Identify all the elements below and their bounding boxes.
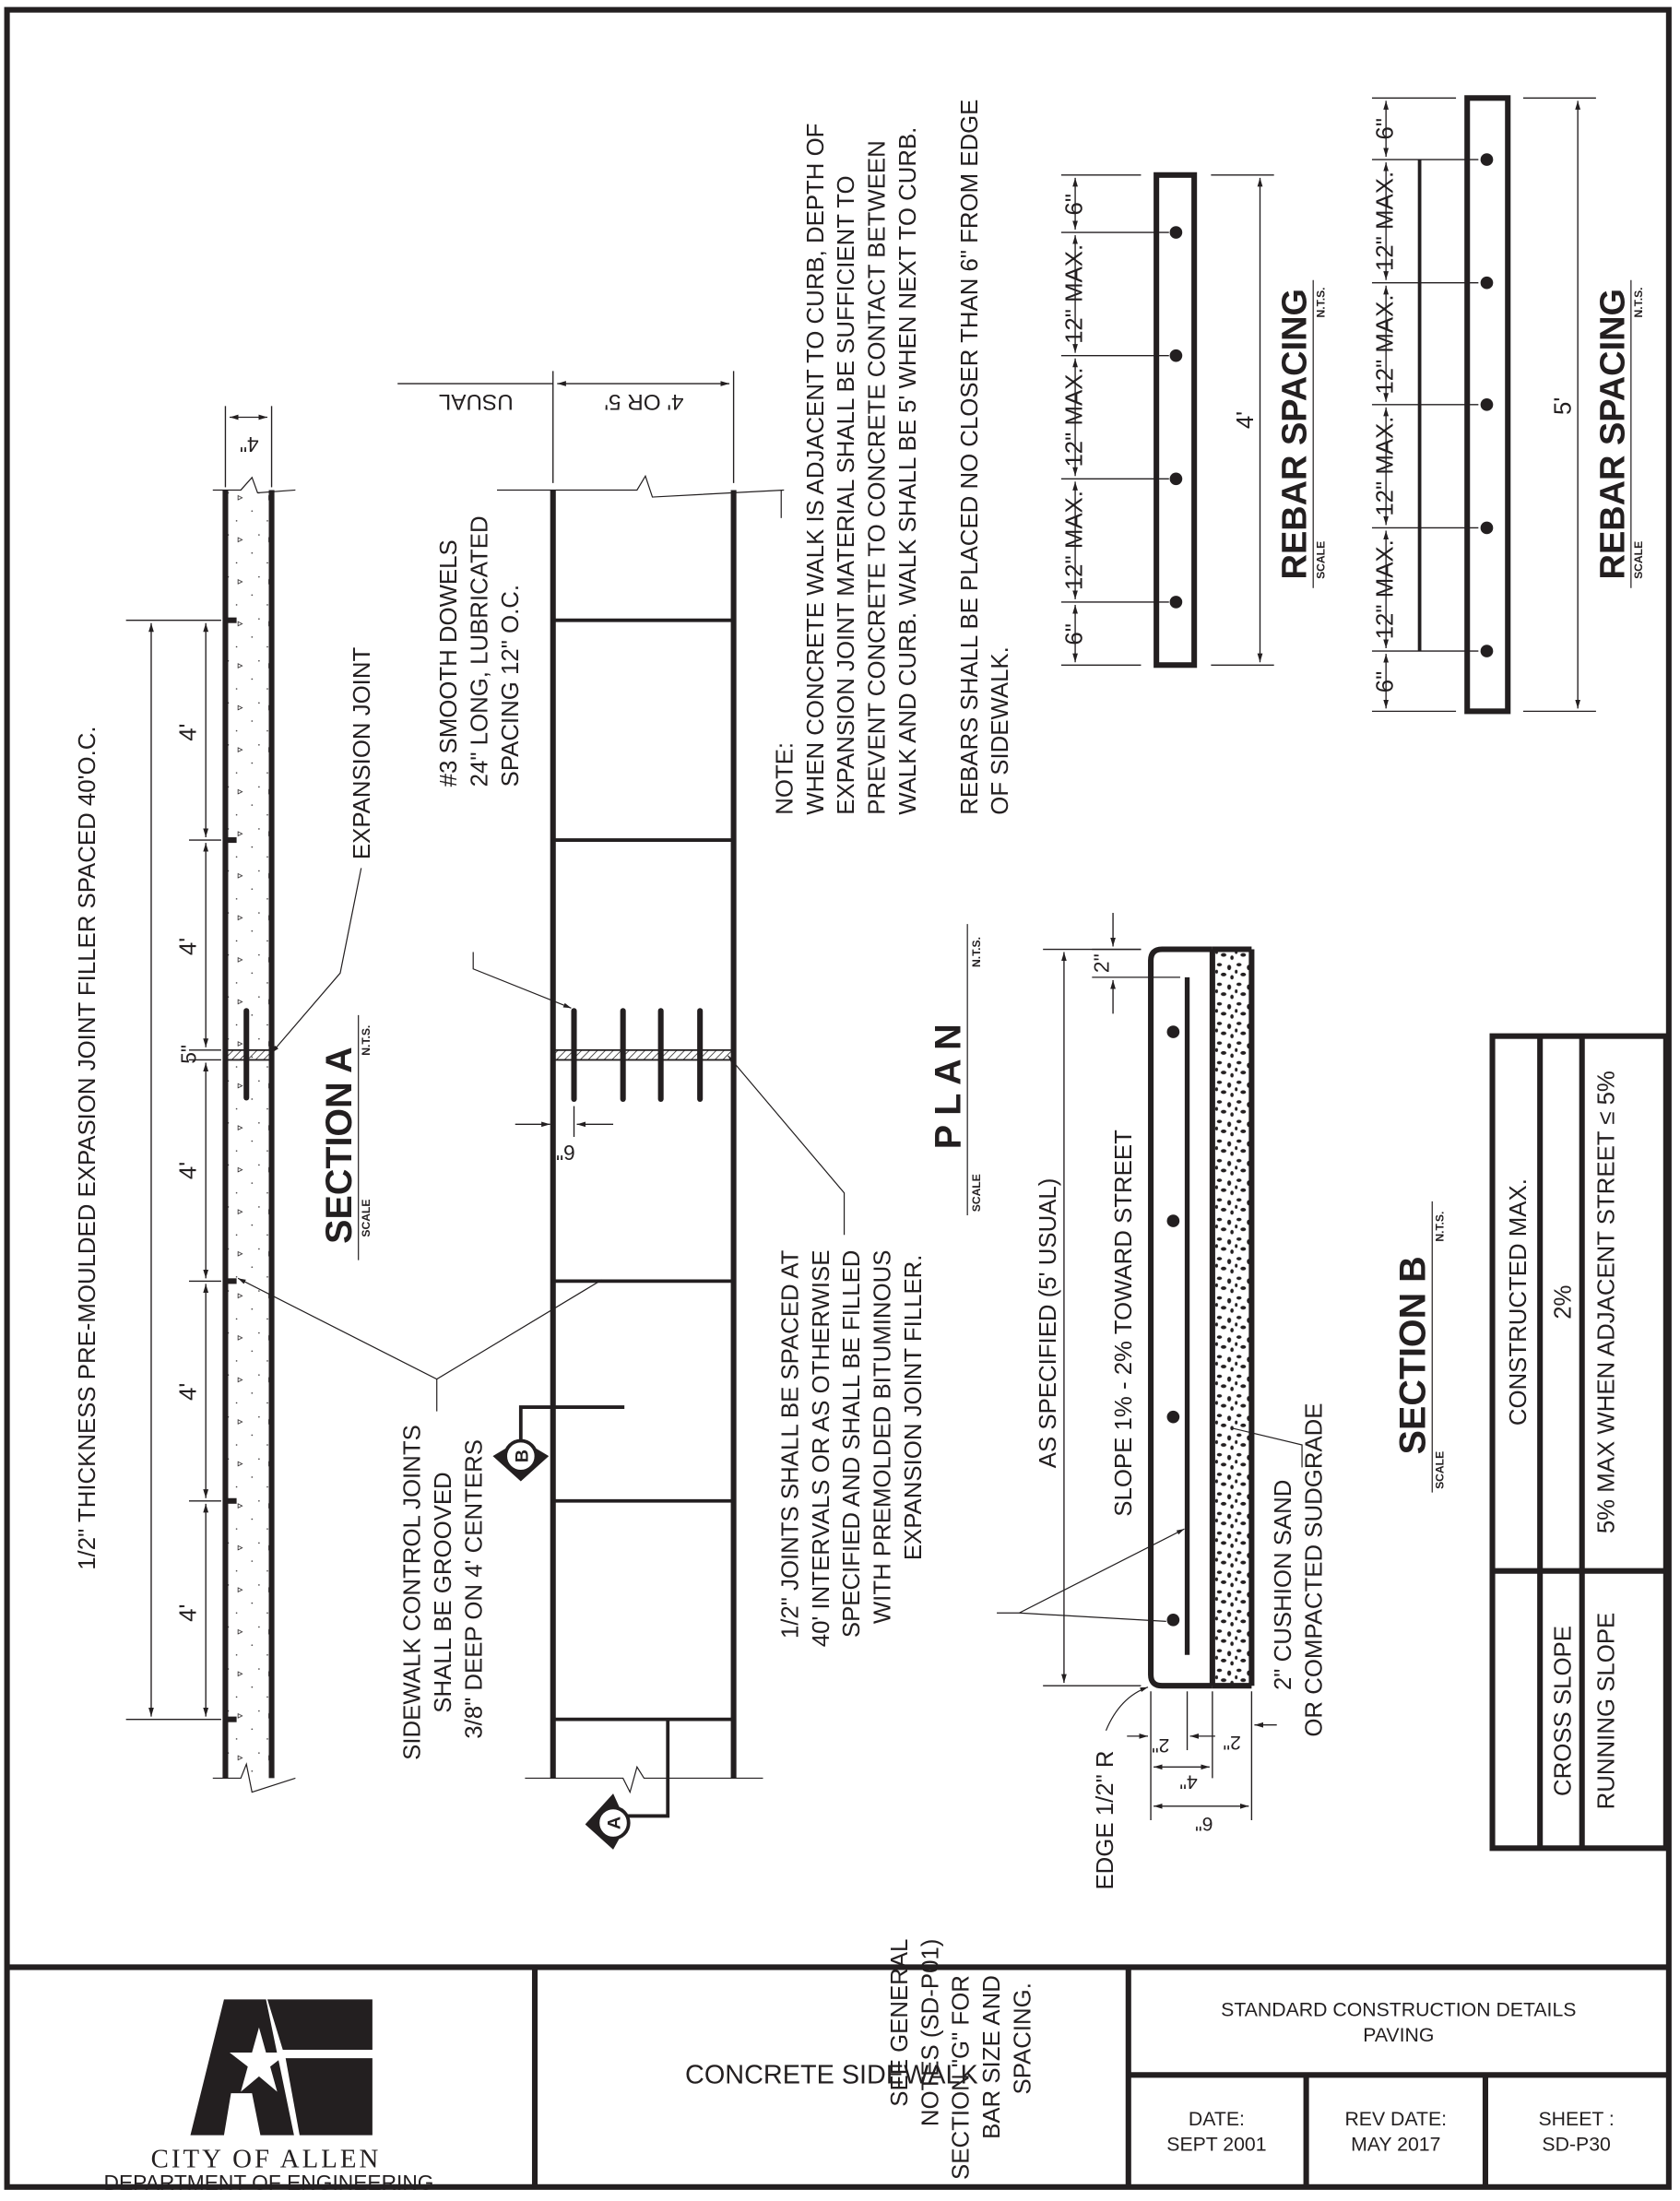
rebar-5ft-dim: 12" MAX. [1372,416,1399,516]
section-a-title: SECTION A [319,1047,361,1244]
slope-table-running-value: 5% MAX WHEN ADJACENT STREET ≤ 5% [1593,1071,1620,1534]
rev-date-label: REV DATE: [1344,2108,1448,2131]
section-a-overall-callout: 1/2" THICKNESS PRE-MOULDED EXPASION JOINT FILLER SPACED 40'O.C. [75,726,101,1570]
rebar-4ft-dim: 12" MAX. [1061,367,1088,467]
rebar-5ft-dim: 6" [1372,670,1399,693]
slope-table-cross-label: CROSS SLOPE [1550,1626,1577,1797]
rebar-5ft-title: REBAR SPACING [1593,288,1633,580]
plan-usual-label: USUAL [438,389,514,415]
control-joints-note: SIDEWALK CONTROL JOINTS SHALL BE GROOVED 3/8" DEEP ON 4' CENTERS [399,1425,488,1760]
rebar-5ft-dim: 6" [1372,117,1399,140]
edge-radius-label: EDGE 1/2" R [1093,1750,1119,1890]
note-text: NOTE: WHEN CONCRETE WALK IS ADJACENT TO CURB, DEPTH OF EXPANSION JOINT MATERIAL SHALL BE SUFFICIENT TO PREVENT CONCRETE TO CONCRETE CONTACT BETWEEN WALK AND CURB. WALK SHALL BE 5' WHEN NEXT TO CURB. REBARS SHALL BE PLACED NO CLOSER THAN 6" FROM EDGE OF SIDEWALK. [772,99,1014,815]
city-of-allen-logo [151,1999,382,2173]
section-b-scale-value: N.T.S. [1433,1211,1447,1242]
section-a-scale-label: SCALE [359,1199,373,1237]
general-note [772,92,1013,814]
slope-table-cross-value: 2% [1550,1284,1577,1319]
callout-a-letter: A [604,1816,625,1830]
rebar-5ft-scale-label: SCALE [1632,540,1646,579]
section-b-slope-label: SLOPE 1% - 2% TOWARD STREET [1110,1130,1137,1517]
section-b-title: SECTION B [1392,1256,1434,1455]
section-a-joint-gap-dim: 5" [176,1045,201,1064]
sheet-value: SD-P30 [1542,2133,1611,2156]
section-a-spacing-dim: 4' [175,937,202,956]
rebar-4ft-dim: 6" [1061,193,1088,216]
section-a-spacing-dim: 4' [175,1603,202,1622]
section-a-spacing-dim: 4' [175,1382,202,1401]
dowels-note: #3 SMOOTH DOWELS 24" LONG, LUBRICATED SPACING 12" O.C. [435,515,524,787]
section-b-bar-depth-dim: 2" [1152,1734,1170,1757]
section-a-scale-value: N.T.S. [359,1024,373,1056]
category-line-1: STANDARD CONSTRUCTION DETAILS [1221,1998,1577,2021]
rebar-5ft-overall-dim: 5' [1550,396,1577,415]
department-name: DEPARTMENT OF ENGINEERING [103,2170,434,2195]
rebar-4ft-dim: 12" MAX. [1061,491,1088,591]
rebar-4ft-dim: 6" [1061,623,1088,645]
rebar-4ft-dim: 12" MAX. [1061,243,1088,344]
drawing-title: CONCRETE SIDEWALK [685,2060,978,2090]
rebar-4ft-overall-dim: 4' [1232,410,1259,430]
section-b-drawing [887,913,1447,2180]
plan-title: P L A N [928,1024,969,1150]
rebar-5ft-dim: 12" MAX. [1372,294,1399,395]
date-value: SEPT 2001 [1166,2133,1267,2156]
section-a-spacing-dim: 4' [175,723,202,741]
rebar-5ft-dim: 12" MAX. [1372,539,1399,640]
section-a-spacing-dim: 4' [175,1161,202,1180]
plan-width-dim: 4' OR 5' [604,389,684,415]
sheet-label: SHEET : [1538,2108,1615,2131]
rebar-4ft-scale-value: N.T.S. [1314,287,1328,318]
joints-note: 1/2" JOINTS SHALL BE SPACED AT 40' INTERVALS OR AS OTHERWISE SPECIFIED AND SHALL BE FILLED WITH PREMOLDED BITUMINOUS EXPANSION JOINT FILLER. [777,1249,928,1648]
section-b-callout[interactable] [492,1439,549,1482]
rebar-5ft-scale-value: N.T.S. [1632,287,1646,318]
rebar-4ft-scale-label: SCALE [1314,540,1328,579]
cushion-sand-note: 2" CUSHION SAND OR COMPACTED SUDGRADE [1270,1402,1328,1737]
rebar-spacing-5ft [1372,98,1645,711]
slope-table [1493,1036,1666,1849]
section-b-slab-dim: 4" [1179,1770,1198,1793]
rebar-4ft-title: REBAR SPACING [1275,288,1315,580]
rebar-spacing-4ft [1061,175,1327,665]
section-b-sand-dim: 2" [1223,1731,1241,1754]
dowel-offset-dim: 6" [556,1141,575,1166]
logo-city-name: CITY OF ALLEN [150,2144,382,2174]
see-general-notes: SEE GENERAL NOTES (SD-P01) SECTION "G" FOR BAR SIZE AND SPACING. [886,1938,1036,2180]
section-b-scale-label: SCALE [1433,1450,1447,1489]
plan-scale-value: N.T.S. [969,937,983,968]
rebar-5ft-dim: 12" MAX. [1372,171,1399,271]
plan-scale-label: SCALE [969,1174,983,1213]
callout-b-letter: B [512,1450,533,1463]
section-a-callout[interactable] [586,1793,629,1850]
section-b-total-dim: 6" [1195,1812,1213,1835]
slope-table-running-label: RUNNING SLOPE [1593,1612,1620,1810]
section-a-thickness-dim: 4" [239,432,259,456]
date-label: DATE: [1188,2108,1245,2131]
section-b-top-dim: 2" [1089,953,1114,974]
rev-date-value: MAY 2017 [1351,2133,1441,2156]
slope-table-header: CONSTRUCTED MAX. [1505,1178,1532,1426]
category-line-2: PAVING [1363,2023,1435,2046]
section-b-width-dim: AS SPECIFIED (5' USUAL) [1035,1177,1061,1469]
expansion-joint-label: EXPANSION JOINT [349,646,375,860]
